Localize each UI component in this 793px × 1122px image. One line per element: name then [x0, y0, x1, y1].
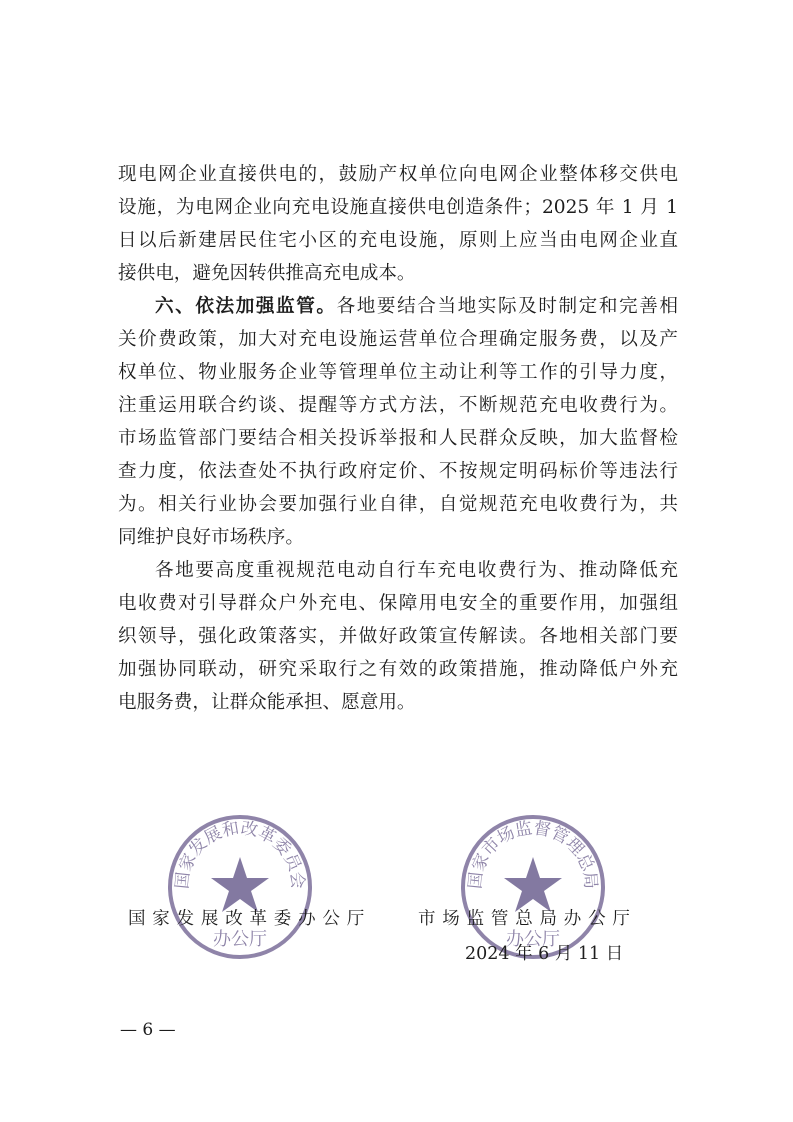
seal-bottom-text: 办公厅	[213, 929, 267, 950]
text-line: 电服务费，让群众能承担、愿意用。	[118, 692, 416, 713]
seal-top-text: 国家市场监督管理总局	[465, 818, 601, 890]
page-number: — 6 —	[120, 1020, 176, 1040]
text-line: 接供电，避免因转供推高充电成本。	[118, 263, 416, 284]
signature-left: 国家发展改革委办公厅	[128, 909, 371, 929]
star-icon	[211, 857, 269, 912]
text-line: 为。相关行业协会要加强行业自律，自觉规范充电收费行为，共	[118, 494, 678, 515]
text-line: 现电网企业直接供电的，鼓励产权单位向电网企业整体移交供电	[118, 164, 678, 185]
text-line: 设施，为电网企业向充电设施直接供电创造条件；2025 年 1 月 1	[118, 197, 678, 218]
section-heading: 六、依法加强监管。	[155, 296, 337, 317]
text-line: 权单位、物业服务企业等管理单位主动让利等工作的引导力度，	[118, 362, 678, 383]
star-icon	[504, 857, 562, 912]
seal-top-text: 国家发展和改革委员会	[172, 818, 308, 890]
text-line: 加强协同联动，研究采取行之有效的政策措施，推动降低户外充	[118, 659, 678, 680]
signature-right: 市场监管总局办公厅	[418, 909, 637, 929]
text-line: 各地要高度重视规范电动自行车充电收费行为、推动降低充	[155, 560, 678, 581]
text-line: 市场监管部门要结合相关投诉举报和人民群众反映，加大监督检	[118, 428, 678, 449]
text-line: 各地要结合当地实际及时制定和完善相	[336, 296, 678, 317]
text-line: 关价费政策，加大对充电设施运营单位合理确定服务费，以及产	[118, 329, 678, 350]
text-line: 织领导，强化政策落实，并做好政策宣传解读。各地相关部门要	[118, 626, 678, 647]
document-body	[118, 158, 678, 719]
text-line: 注重运用联合约谈、提醒等方式方法，不断规范充电收费行为。	[118, 395, 678, 416]
text-line: 电收费对引导群众户外充电、保障用电安全的重要作用，加强组	[118, 593, 678, 614]
seal-bottom-text: 办公厅	[506, 929, 560, 950]
official-seal-left	[165, 812, 315, 962]
text-line: 日以后新建居民住宅小区的充电设施，原则上应当由电网企业直	[118, 230, 678, 251]
text-line: 查力度，依法查处不执行政府定价、不按规定明码标价等违法行	[118, 461, 678, 482]
text-line: 同维护良好市场秩序。	[118, 527, 304, 548]
section-heading-line	[118, 290, 678, 323]
issue-date: 2024 年 6 月 11 日	[465, 944, 624, 964]
